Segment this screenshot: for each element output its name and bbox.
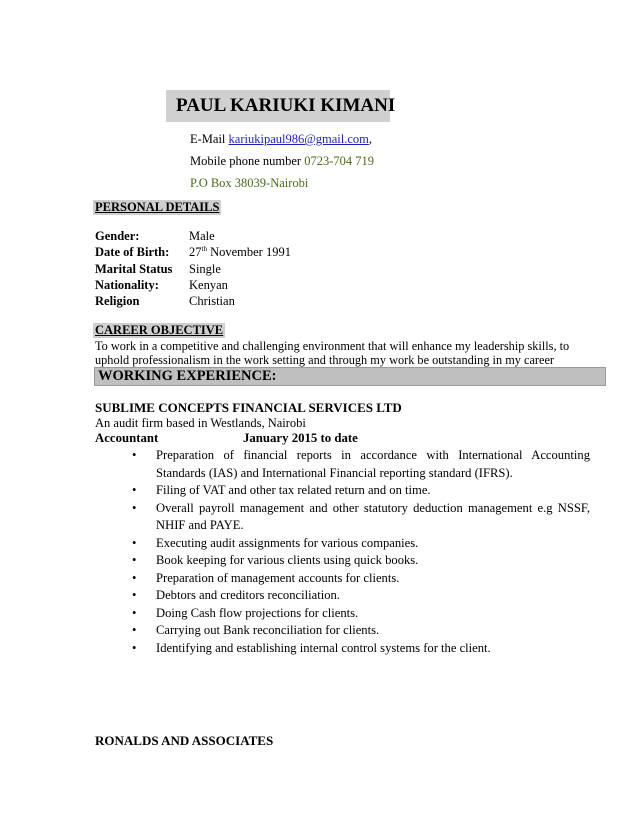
- detail-key: Religion: [95, 294, 140, 308]
- detail-row-religion: [95, 294, 235, 309]
- duty-text: Filing of VAT and other tax related return and on time.: [156, 483, 431, 497]
- company-description: An audit firm based in Westlands, Nairobi: [95, 416, 306, 430]
- bullet-icon: •: [132, 448, 137, 462]
- phone-line: [190, 154, 374, 169]
- working-experience-heading: WORKING EXPERIENCE:: [94, 367, 606, 386]
- bullet-icon: •: [132, 640, 137, 655]
- detail-key: Date of Birth:: [95, 245, 170, 260]
- career-objective-heading: CAREER OBJECTIVE: [95, 323, 224, 337]
- detail-value: Christian: [189, 294, 235, 308]
- email-suffix: ,: [368, 132, 372, 146]
- bullet-icon: •: [132, 500, 137, 515]
- detail-row-dob: [95, 245, 291, 260]
- job-title: Accountant: [95, 431, 159, 445]
- role-row: [95, 431, 358, 446]
- detail-key: Marital Status: [95, 262, 173, 276]
- detail-value: Kenyan: [189, 278, 228, 292]
- detail-row-marital: [95, 262, 221, 277]
- list-item: [132, 535, 590, 553]
- list-item: [132, 587, 590, 605]
- career-objective-text: To work in a competitive and challenging environment that will enhance my leadership skills, to uphold professionalism in the work setting and through my work be outstanding in my career: [95, 339, 570, 367]
- email-label: E-Mail: [190, 132, 229, 146]
- detail-key: Gender:: [95, 229, 140, 243]
- list-item: [132, 622, 590, 640]
- list-item: [132, 552, 590, 570]
- detail-key: Nationality:: [95, 278, 159, 292]
- bullet-icon: •: [132, 605, 137, 620]
- bullet-icon: •: [132, 553, 137, 567]
- list-item: [132, 570, 590, 588]
- dob-month-year: November 1991: [206, 245, 291, 260]
- duty-text: Book keeping for various clients using quick books.: [156, 553, 419, 567]
- phone-label: Mobile phone number: [190, 154, 305, 168]
- email-link[interactable]: kariukipaul986@gmail.com: [228, 132, 369, 146]
- duty-text: Identifying and establishing internal control systems for the client.: [156, 640, 491, 655]
- address-line: [190, 176, 308, 191]
- company-name: SUBLIME CONCEPTS FINANCIAL SERVICES LTD: [95, 400, 402, 415]
- job-dates: January 2015 to date: [243, 431, 358, 445]
- duty-text: Preparation of financial reports in accordance with International Accounting Standards (IAS) and International Financial reporting standard (IFRS).: [156, 448, 590, 480]
- personal-details-heading: PERSONAL DETAILS: [95, 200, 220, 214]
- detail-value: Male: [189, 229, 215, 243]
- email-line: [190, 132, 372, 147]
- dob-ordinal: th: [201, 245, 207, 253]
- detail-value: Single: [189, 262, 221, 276]
- list-item: [132, 500, 590, 535]
- duties-list: [132, 447, 590, 657]
- phone-number: 0723-704 719: [304, 154, 375, 168]
- list-item: [132, 482, 590, 500]
- duty-text: Preparation of management accounts for clients.: [156, 570, 400, 585]
- duty-text: Doing Cash flow projections for clients.: [156, 605, 359, 620]
- duty-text: Overall payroll management and other statutory deduction management e.g NSSF, NHIF and PAYE.: [156, 500, 590, 532]
- bullet-icon: •: [132, 535, 137, 550]
- duty-text: Carrying out Bank reconciliation for clients.: [156, 623, 380, 637]
- company-name: RONALDS AND ASSOCIATES: [95, 733, 274, 748]
- detail-value: [189, 245, 291, 259]
- bullet-icon: •: [132, 623, 137, 637]
- bullet-icon: •: [132, 483, 137, 497]
- duty-text: Debtors and creditors reconciliation.: [156, 588, 340, 602]
- postal-address: P.O Box 38039-Nairobi: [190, 176, 309, 190]
- bullet-icon: •: [132, 588, 137, 602]
- candidate-name: PAUL KARIUKI KIMANI: [176, 95, 396, 116]
- list-item: [132, 605, 590, 623]
- dob-day: 27: [189, 245, 202, 260]
- list-item: [132, 640, 590, 658]
- list-item: [132, 447, 590, 482]
- detail-row-gender: [95, 229, 215, 244]
- bullet-icon: •: [132, 570, 137, 585]
- detail-row-nationality: [95, 278, 228, 293]
- duty-text: Executing audit assignments for various companies.: [156, 535, 419, 550]
